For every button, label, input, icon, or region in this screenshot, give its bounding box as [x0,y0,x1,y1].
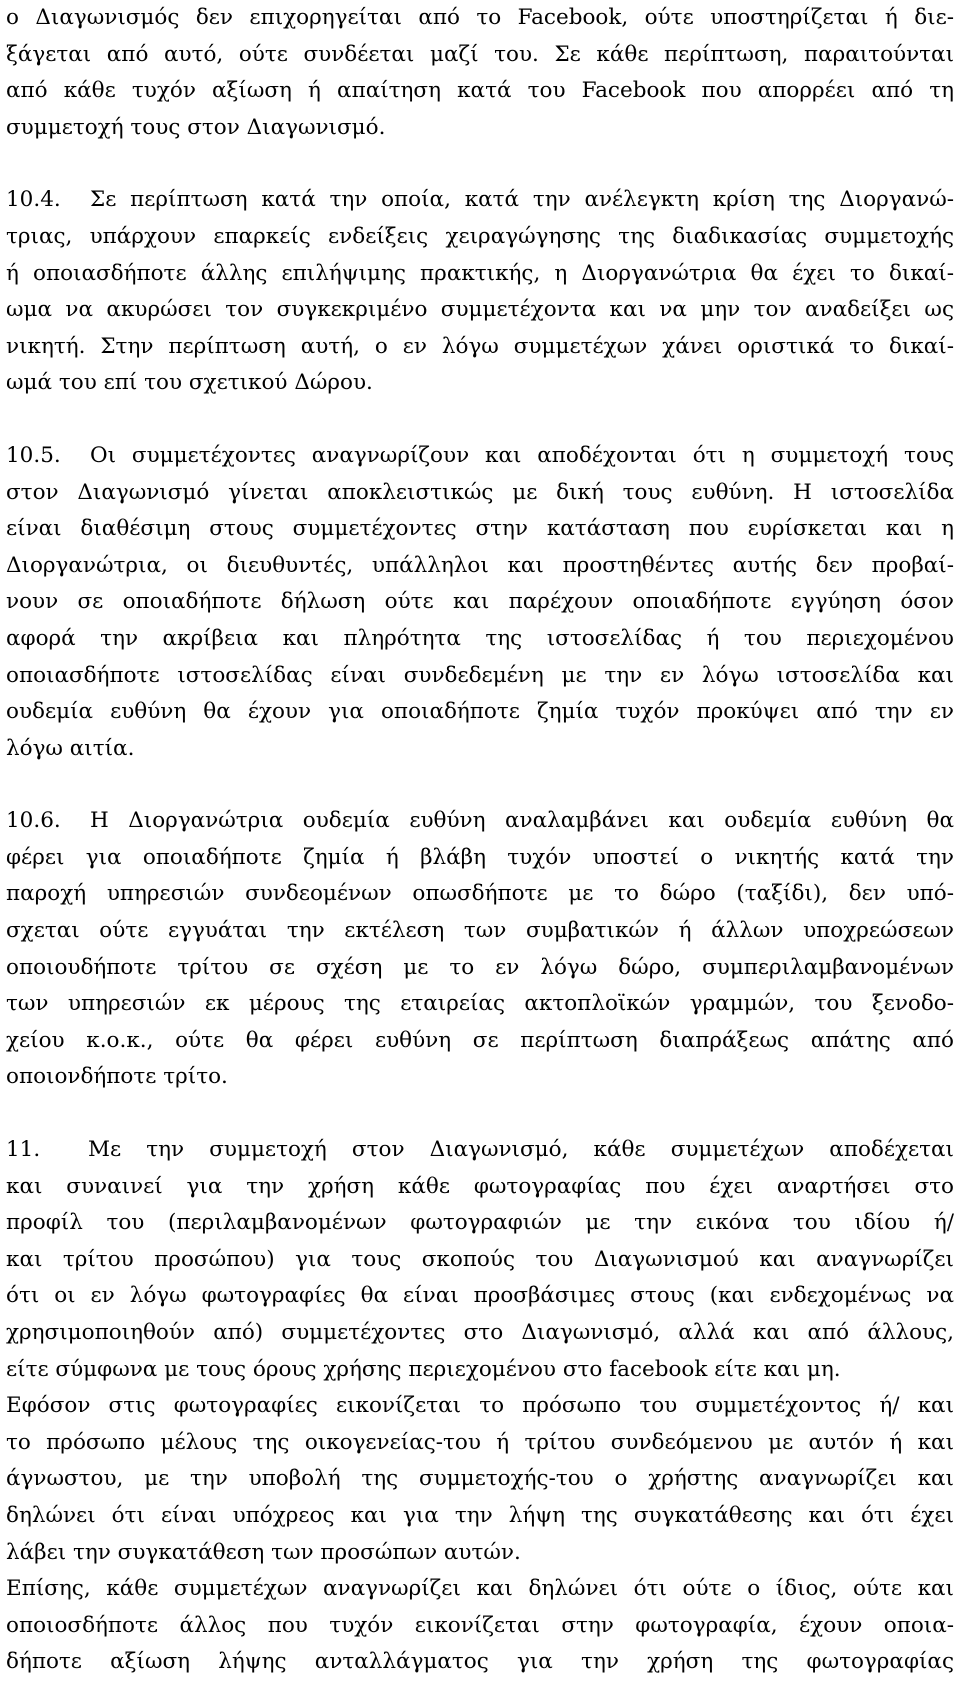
text-line: ή οποιασδήποτε άλλης επιλήψιμης πρακτικής, η Διοργανώτρια θα έχει το δικαί- [6,260,954,286]
paragraph-gap [6,402,954,438]
clause-text: Η Διοργανώτρια ουδεμία ευθύνη αναλαμβάνει και ουδεμία ευθύνη θα [90,808,954,834]
text-line: προφίλ του (περιλαμβανομένων φωτογραφιών με την εικόνα του ιδίου ή/ [6,1210,954,1236]
text-line: δηλώνει ότι είναι υπόχρεος και για την λήψη της συγκατάθεσης και ότι έχει [6,1502,954,1528]
clause-first-line [6,182,954,219]
text-line: ο Διαγωνισμός δεν επιχορηγείται από το Facebook, ούτε υποστηρίζεται ή διε- [6,5,954,30]
text-line: ουδεμία ευθύνη θα έχουν για οποιαδήποτε ζημία τυχόν προκύψει από την εν [6,699,954,725]
paragraph-gap [6,1096,954,1132]
text-line: τριας, υπάρχουν επαρκείς ενδείξεις χειραγώγησης της διαδικασίας συμμετοχής [6,223,954,249]
text-line: ωμά του επί του σχετικού Δώρου. [6,370,373,396]
text-line: χείου κ.ο.κ., ούτε θα φέρει ευθύνη σε περίπτωση διαπράξεως απάτης από [6,1027,954,1053]
text-line: παροχή υπηρεσιών συνδεομένων οπωσδήποτε με το δώρο (ταξίδι), δεν υπό- [6,881,954,907]
clause-text: Σε περίπτωση κατά την οποία, κατά την ανέλεγκτη κρίση της Διοργανώ- [90,187,954,213]
text-line: δήποτε αξίωση λήψης ανταλλάγματος για την χρήση της φωτογραφίας [6,1649,954,1675]
clause-10-5 [6,438,954,767]
paragraph-gap [6,767,954,803]
text-line: λόγω αιτία. [6,735,135,761]
text-line: ξάγεται από αυτό, ούτε συνδέεται μαζί του. Σε κάθε περίπτωση, παραιτούνται [6,41,954,67]
text-line: και συναινεί για την χρήση κάθε φωτογραφίας που έχει αναρτήσει στο [6,1173,954,1199]
clause-10-4 [6,182,954,402]
text-line: χρησιμοποιηθούν από) συμμετέχοντες στο Διαγωνισμό, αλλά και από άλλους, [6,1320,954,1345]
text-line: οποιουδήποτε τρίτου σε σχέση με το εν λόγω δώρο, συμπεριλαμβανομένων [6,954,954,980]
clause-first-line [6,803,954,840]
text-line: Διοργανώτρια, οι διευθυντές, υπάλληλοι και προστηθέντες αυτής δεν προβαί- [6,552,954,578]
text-line: και τρίτου προσώπου) για τους σκοπούς του Διαγωνισμού και αναγνωρίζει [6,1246,954,1272]
text-line: είτε σύμφωνα με τους όρους χρήσης περιεχομένου στο facebook είτε και μη. [6,1356,841,1382]
clause-11 [6,1132,954,1681]
clause-number: 10.5. [6,442,61,468]
text-line: σχεται ούτε εγγυάται την εκτέλεση των συμβατικών ή άλλων υποχρεώσεων [6,918,954,944]
text-line: από κάθε τυχόν αξίωση ή απαίτηση κατά του Facebook που απορρέει από τη [6,78,954,104]
text-line: νουν σε οποιαδήποτε δήλωση ούτε και παρέχουν οποιαδήποτε εγγύηση όσον [6,589,954,615]
text-line: είναι διαθέσιμη στους συμμετέχοντες στην κατάσταση που ευρίσκεται και η [6,516,954,542]
clause-first-line [6,1132,954,1169]
text-line: συμμετοχή τους στον Διαγωνισμό. [6,114,386,140]
text-line: το πρόσωπο μέλους της οικογενείας-του ή τρίτου συνδεόμενου με αυτόν ή και [6,1429,954,1455]
clause-number: 10.4. [6,187,61,213]
intro-paragraph [6,0,954,146]
text-line: Εφόσον στις φωτογραφίες εικονίζεται το πρόσωπο του συμμετέχοντος ή/ και [6,1393,954,1419]
clause-number: 11. [6,1137,41,1163]
text-line: άγνωστου, με την υποβολή της συμμετοχής-του ο χρήστης αναγνωρίζει και [6,1466,954,1492]
text-line: φέρει για οποιαδήποτε ζημία ή βλάβη τυχόν υποστεί ο νικητής κατά την [6,844,954,870]
text-line: ωμα να ακυρώσει τον συγκεκριμένο συμμετέχοντα και να μην τον αναδείξει ως [6,297,954,323]
text-line: Επίσης, κάθε συμμετέχων αναγνωρίζει και δηλώνει ότι ούτε ο ίδιος, ούτε και [6,1576,954,1602]
text-line: αφορά την ακρίβεια και πληρότητα της ιστοσελίδας ή του περιεχομένου [6,625,954,651]
text-line: των υπηρεσιών εκ μέρους της εταιρείας ακτοπλοϊκών γραμμών, του ξενοδο- [6,991,954,1017]
text-line: λάβει την συγκατάθεση των προσώπων αυτών. [6,1539,521,1565]
text-line: οποιονδήποτε τρίτο. [6,1064,228,1090]
clause-text: Με την συμμετοχή στον Διαγωνισμό, κάθε συμμετέχων αποδέχεται [88,1137,954,1163]
text-line: οποιασδήποτε ιστοσελίδας είναι συνδεδεμένη με την εν λόγω ιστοσελίδα και [6,662,954,688]
clause-text: Οι συμμετέχοντες αναγνωρίζουν και αποδέχονται ότι η συμμετοχή τους [90,442,954,468]
clause-number: 10.6. [6,808,61,834]
text-line: στον Διαγωνισμό γίνεται αποκλειστικώς με δική τους ευθύνη. Η ιστοσελίδα [6,479,954,505]
document-page [6,0,954,1681]
text-line: νικητή. Στην περίπτωση αυτή, ο εν λόγω συμμετέχων χάνει οριστικά το δικαί- [6,333,954,359]
paragraph-gap [6,146,954,182]
clause-first-line [6,438,954,475]
clause-10-6 [6,803,954,1096]
text-line: ότι οι εν λόγω φωτογραφίες θα είναι προσβάσιμες στους (και ενδεχομένως να [6,1283,954,1309]
text-line: οποιοσδήποτε άλλος που τυχόν εικονίζεται στην φωτογραφία, έχουν οποια- [6,1612,954,1638]
